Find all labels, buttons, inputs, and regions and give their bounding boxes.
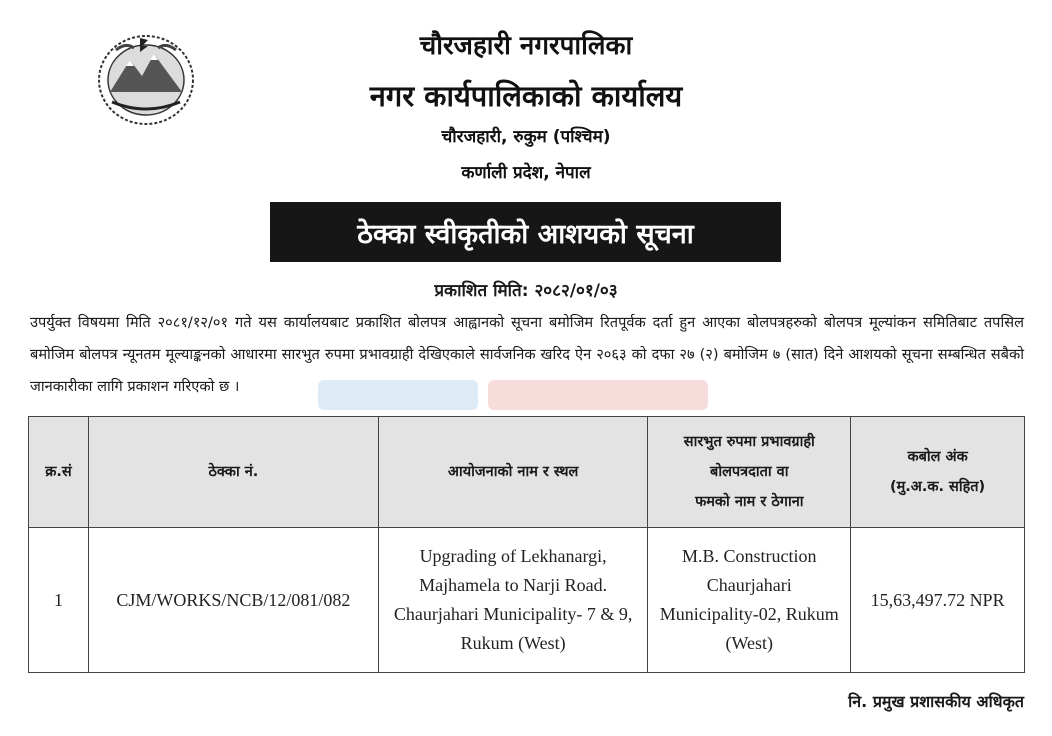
header-amount-line2: (मु.अ.क. सहित)	[889, 479, 986, 495]
office-address: चौरजहारी, रुकुम (पश्चिम)	[441, 127, 611, 147]
cell-contract-no: CJM/WORKS/NCB/12/081/082	[88, 528, 378, 673]
cell-sn: 1	[29, 528, 89, 673]
published-date: प्रकाशित मिति: २०८२/०१/०३	[434, 281, 618, 301]
header-bidder-line2: बोलपत्रदाता वा	[710, 464, 789, 480]
province-country: कर्णाली प्रदेश, नेपाल	[461, 163, 591, 183]
header-bidder	[648, 417, 851, 528]
header-amount	[851, 417, 1025, 528]
cell-amount: 15,63,497.72 NPR	[851, 528, 1025, 673]
municipality-name: चौरजहारी नगरपालिका	[419, 31, 633, 61]
header-bidder-line3: फमको नाम र ठेगाना	[695, 494, 804, 510]
contract-table	[28, 416, 1025, 673]
header-contract-no: ठेक्का नं.	[88, 417, 378, 528]
watermark	[318, 372, 718, 418]
notice-body: उपर्युक्त विषयमा मिति २०८१/१२/०१ गते यस कार्यालयबाट प्रकाशित बोलपत्र आह्वानको सूचना बमोजिम रितपूर्वक दर्ता हुन आएका बोलपत्रहरुको बोलपत्र मूल्यांकन समितिबाट तपसिल बमोजिम बोलपत्र न्यूनतम मूल्याङ्कनको आधारमा सारभुत रुपमा प्रभावग्राही देखिएकाले सार्वजनिक खरिद ऐन २०६३ को दफा २७ (२) बमोजिम ७ (सात) दिने आशयको सूचना सम्बन्धित सबैको जानकारीका लागि प्रकाशन गरिएको छ ।	[30, 314, 1024, 395]
cell-project: Upgrading of Lekhanargi, Majhamela to Narji Road. Chaurjahari Municipality- 7 & 9, Rukum (West)	[378, 528, 648, 673]
table-row	[29, 528, 1025, 673]
header-amount-line1: कबोल अंक	[907, 449, 968, 465]
cell-bidder: M.B. Construction Chaurjahari Municipality-02, Rukum (West)	[648, 528, 851, 673]
header-bidder-line1: सारभुत रुपमा प्रभावग्राही	[683, 434, 815, 450]
header-project: आयोजनाको नाम र स्थल	[378, 417, 648, 528]
signatory: नि. प्रमुख प्रशासकीय अधिकृत	[848, 692, 1024, 711]
header-sn: क्र.सं	[29, 417, 89, 528]
table-header-row	[29, 417, 1025, 528]
notice-title: ठेक्का स्वीकृतीको आशयको सूचना	[270, 202, 781, 262]
office-name: नगर कार्यपालिकाको कार्यालय	[369, 79, 683, 113]
